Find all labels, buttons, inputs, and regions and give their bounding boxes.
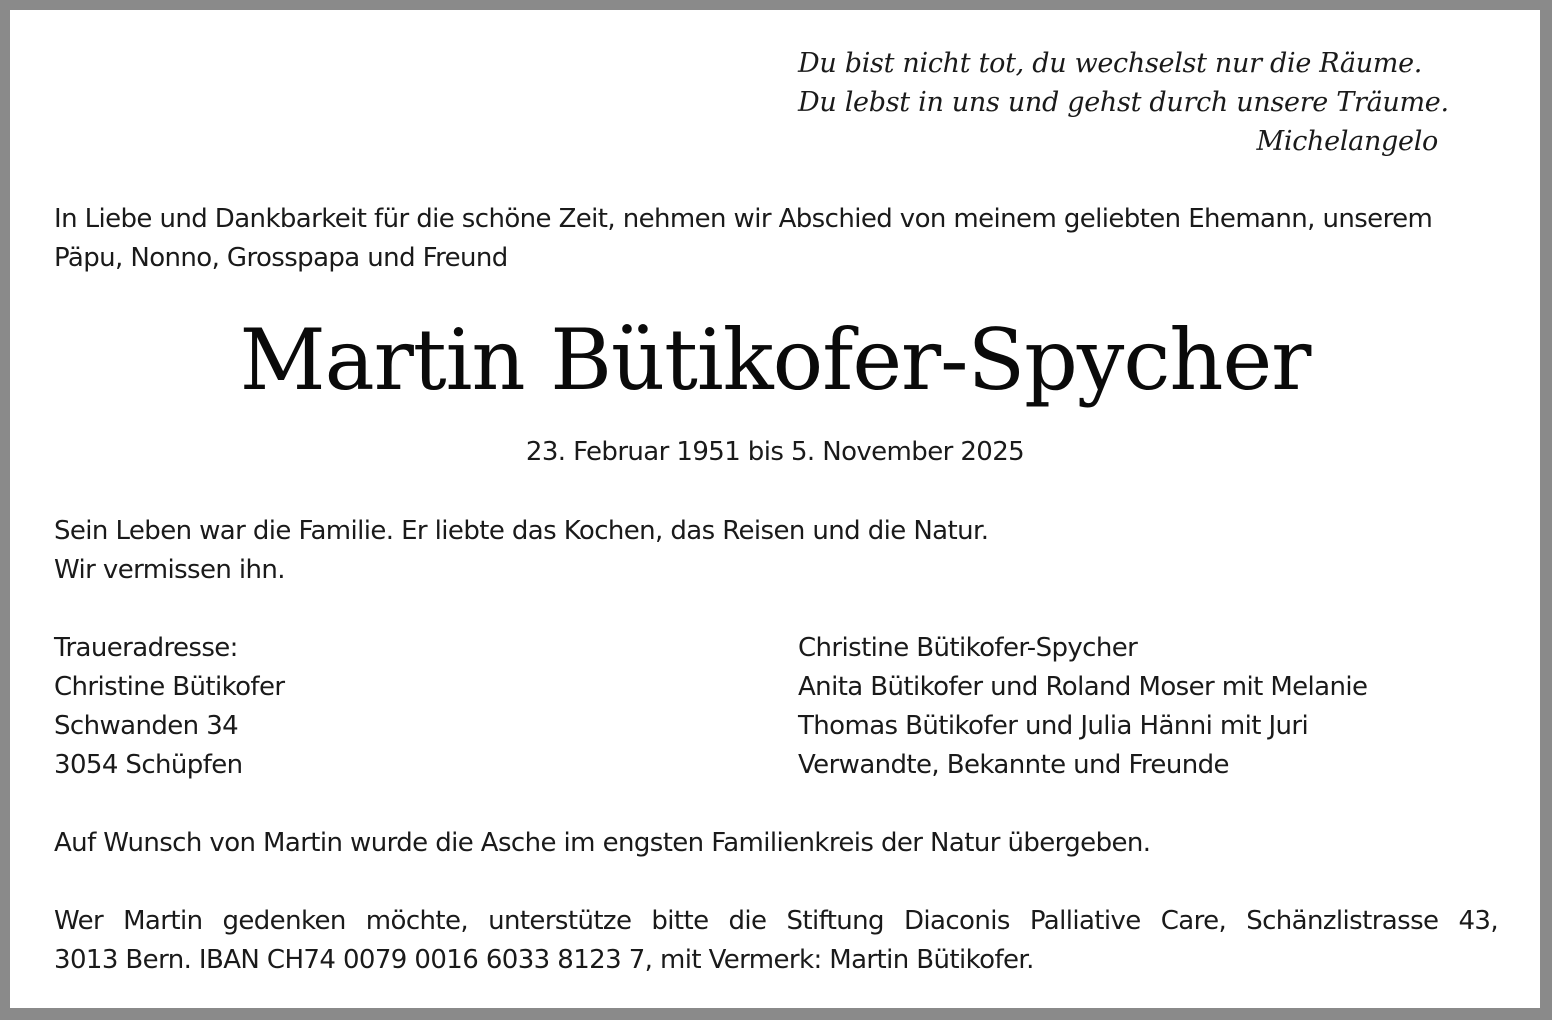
intro-line: In Liebe und Dankbarkeit für die schöne Zeit, nehmen wir Abschied von meinem geliebten Ehemann, unserem [54, 204, 1433, 234]
family-line: Verwandte, Bekannte und Freunde [798, 750, 1229, 780]
life-paragraph [54, 512, 988, 590]
epigraph-quote [798, 44, 1449, 122]
wish-line: Auf Wunsch von Martin wurde die Asche im engsten Familienkreis der Natur übergeben. [54, 828, 1151, 858]
address-line: 3054 Schüpfen [54, 750, 243, 780]
deceased-name: Martin Bütikofer-Spycher [239, 311, 1311, 409]
donation-paragraph [54, 902, 1498, 980]
life-line: Wir vermissen ihn. [54, 555, 285, 585]
obituary-notice [10, 10, 1540, 1008]
intro-paragraph [54, 200, 1432, 278]
donation-line: 3013 Bern. IBAN CH74 0079 0016 6033 8123 7, mit Vermerk: Martin Bütikofer. [54, 945, 1034, 975]
quote-line: Du bist nicht tot, du wechselst nur die Räume. [798, 48, 1423, 79]
intro-line: Päpu, Nonno, Grosspapa und Freund [54, 243, 508, 273]
family-line: Christine Bütikofer-Spycher [798, 633, 1138, 663]
bereaved-family [798, 629, 1367, 785]
family-line: Anita Bütikofer und Roland Moser mit Melanie [798, 672, 1368, 702]
life-line: Sein Leben war die Familie. Er liebte das Kochen, das Reisen und die Natur. [54, 516, 989, 546]
wish-paragraph [54, 824, 1150, 863]
address-line: Schwanden 34 [54, 711, 239, 741]
family-line: Thomas Bütikofer und Julia Hänni mit Juri [798, 711, 1309, 741]
address-line: Christine Bütikofer [54, 672, 285, 702]
quote-author: Michelangelo [1256, 126, 1438, 157]
address-line: Traueradresse: [54, 633, 238, 663]
donation-line: Wer Martin gedenken möchte, unterstütze bitte die Stiftung Diaconis Palliative Care, Schänzlistrasse 43, [54, 906, 1498, 936]
quote-line: Du lebst in uns und gehst durch unsere Träume. [798, 87, 1449, 118]
life-dates: 23. Februar 1951 bis 5. November 2025 [525, 437, 1025, 467]
mourning-address [54, 629, 284, 785]
